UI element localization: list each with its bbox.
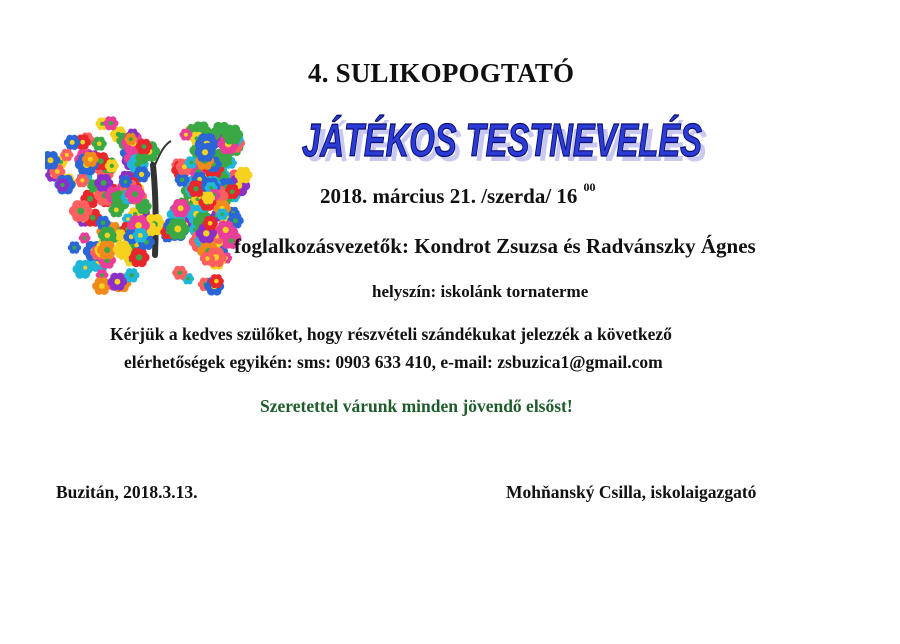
place-and-date: Buzitán, 2018.3.13.: [56, 482, 198, 502]
activity-leaders: foglalkozásvezetők: Kondrot Zsuzsa és Radvánszky Ágnes: [234, 234, 756, 258]
event-time-superscript: 00: [583, 180, 596, 194]
butterfly-wings-flowers: [45, 116, 253, 295]
wordart-title-text: JÁTÉKOS TESTNEVELÉS: [302, 114, 703, 166]
butterfly-illustration: [45, 105, 265, 305]
flower: [68, 241, 81, 253]
page-heading: 4. SULIKOPOGTATÓ: [308, 58, 575, 88]
wordart-title: [298, 104, 718, 168]
welcome-message: Szeretettel várunk minden jövendő elsőst!: [260, 396, 573, 416]
wordart-title-shadow: JÁTÉKOS TESTNEVELÉS: [307, 119, 708, 168]
event-location: helyszín: iskolánk tornaterme: [372, 282, 589, 301]
event-date-time: [320, 180, 596, 209]
request-line-2: elérhetőségek egyikén: sms: 0903 633 410, e-mail: zsbuzica1@gmail.com: [124, 352, 663, 372]
request-line-1: Kérjük a kedves szülőket, hogy részvételi szándékukat jelezzék a következő: [110, 324, 672, 344]
signature-line: Mohňanský Csilla, iskolaigazgató: [506, 482, 757, 502]
event-date: 2018. március 21. /szerda/ 16: [320, 184, 578, 208]
